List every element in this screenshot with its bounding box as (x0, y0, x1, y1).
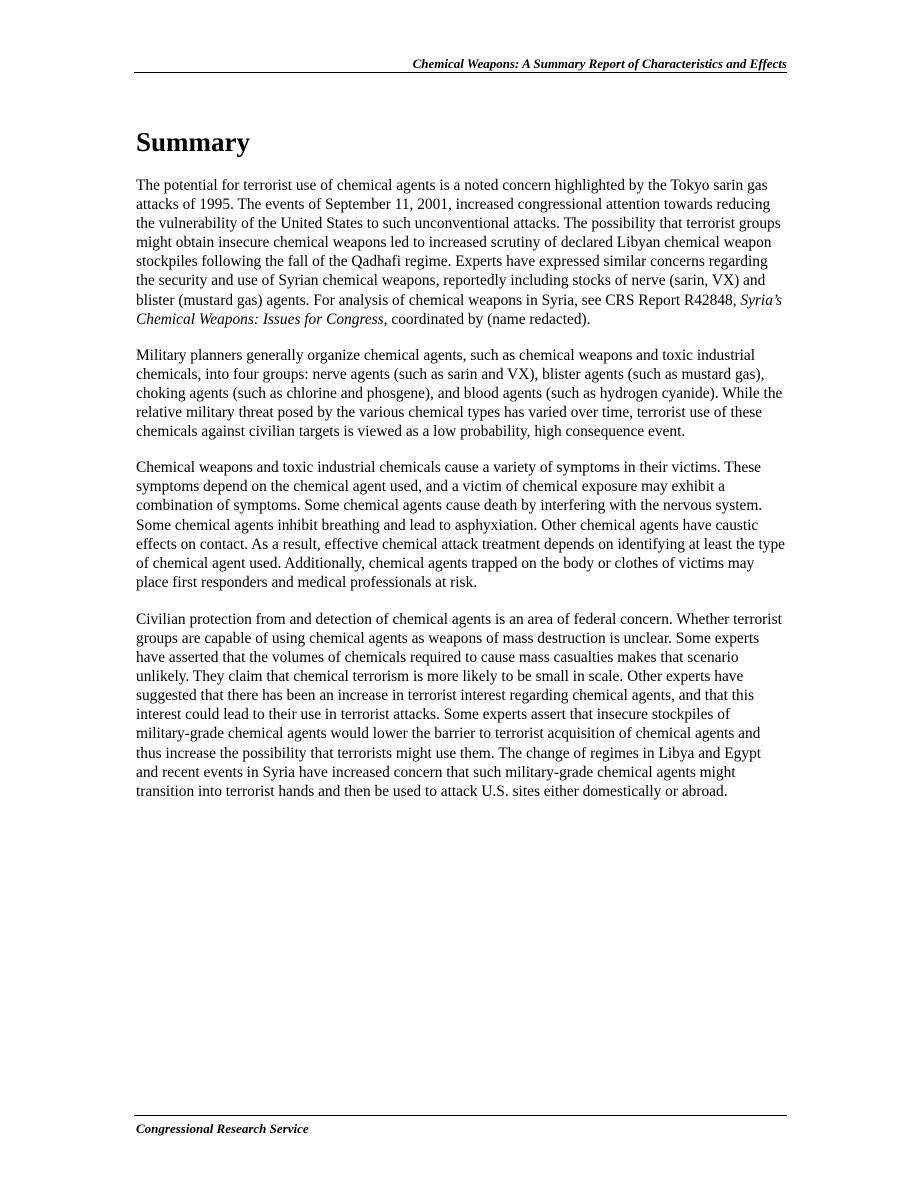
paragraph-3: Chemical weapons and toxic industrial chemicals cause a variety of symptoms in their victims. These symptoms depend on the chemical agent used, and a victim of chemical exposure may exhibit a combination of symptoms. Some chemical agents cause death by interfering with the nervous system. Some chemical agents inhibit breathing and lead to asphyxiation. Other chemical agents have caustic effects on contact. As a result, effective chemical attack treatment depends on identifying at least the type of chemical agent used. Additionally, chemical agents trapped on the body or clothes of victims may place first responders and medical professionals at risk. (136, 459, 786, 591)
page-title: Summary (136, 127, 250, 157)
footer-source: Congressional Research Service (136, 1121, 309, 1136)
paragraph-4: Civilian protection from and detection of chemical agents is an area of federal concern. Whether terrorist groups are capable of using chemical agents as weapons of mass destruction is unclear. Some experts have asserted that the volumes of chemicals required to cause mass casualties makes that scenario unlikely. They claim that chemical terrorism is more likely to be small in scale. Other experts have suggested that there has been an increase in terrorist interest regarding chemical agents, and that this interest could lead to their use in terrorist attacks. Some experts assert that insecure stockpiles of military-grade chemical agents would lower the barrier to terrorist acquisition of chemical agents and thus increase the possibility that terrorists might use them. The change of regimes in Libya and Egypt and recent events in Syria have increased concern that such military-grade chemical agents might transition into terrorist hands and then be used to attack U.S. sites either domestically or abroad. (136, 610, 782, 800)
paragraph-1-text-end: , coordinated by (name redacted). (383, 310, 591, 328)
paragraph-2: Military planners generally organize chemical agents, such as chemical weapons and toxic industrial chemicals, into four groups: nerve agents (such as sarin and VX), blister agents (such as mustard gas), choking agents (such as chlorine and phosgene), and blood agents (such as hydrogen cyanide). While the relative military threat posed by the various chemical types has varied over time, terrorist use of these chemicals against civilian targets is viewed as a low probability, high consequence event. (136, 346, 783, 441)
header-rule (134, 72, 787, 73)
paragraph-1 (136, 176, 786, 329)
summary-body (136, 176, 786, 818)
paragraph-1-text: The potential for terrorist use of chemical agents is a noted concern highlighted by the Tokyo sarin gas attacks of 1995. The events of September 11, 2001, increased congressional attention towards reducing the vulnerability of the United States to such unconventional attacks. The possibility that terrorist groups might obtain insecure chemical weapons led to increased scrutiny of declared Libyan chemical weapon stockpiles following the fall of the Qadhafi regime. Experts have expressed similar concerns regarding the security and use of Syrian chemical weapons, reportedly including stocks of nerve (sarin, VX) and blister (mustard gas) agents. For analysis of chemical weapons in Syria, see CRS Report R42848, (136, 177, 781, 309)
running-header: Chemical Weapons: A Summary Report of Characteristics and Effects (412, 56, 787, 71)
report-title-italic: Syria’s Chemical Weapons: Issues for Congress (136, 291, 783, 328)
footer-rule (134, 1115, 787, 1116)
